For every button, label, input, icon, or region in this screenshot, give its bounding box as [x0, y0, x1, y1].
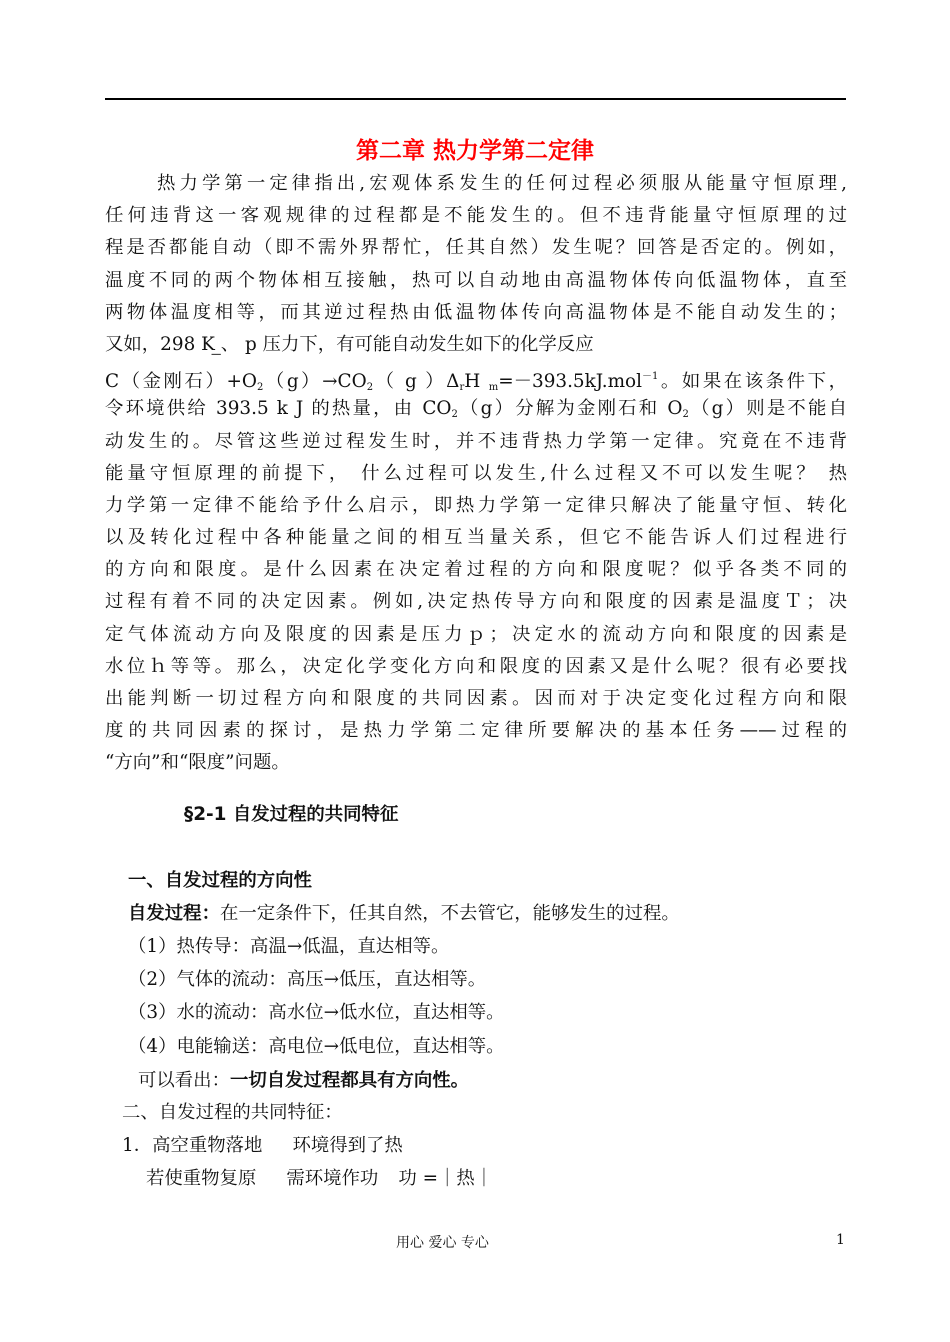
list-item: （1）热传导：高温→低温，直达相等。 [128, 936, 450, 957]
chapter-title: 第二章 热力学第二定律 [355, 138, 594, 164]
reaction-text: H [464, 371, 489, 393]
section-heading: §2-1 自发过程的共同特征 [184, 804, 399, 825]
intro-line: 又如，298 K ̲̲、 p 压力下，有可能自动发生如下的化学反应 [105, 333, 594, 355]
intro-line: 水位ｈ等等。那么，决定化学变化方向和限度的因素又是什么呢？很有必要找 [105, 655, 847, 677]
intro-line: 定气体流动方向及限度的因素是压力ｐ；决定水的流动方向和限度的因素是 [105, 623, 847, 645]
list-item: （4）电能输送：高电位→低电位，直达相等。 [128, 1036, 505, 1057]
intro-line: 过程有着不同的决定因素。例如,决定热传导方向和限度的因素是温度Ｔ；决 [105, 591, 847, 613]
part2-title: 二、自发过程的共同特征： [122, 1102, 343, 1123]
reaction-line [105, 361, 847, 393]
header-rule [105, 98, 846, 100]
part2-item-text: 需环境作功 [286, 1168, 379, 1189]
part2-item-text: 若使重物复原 [146, 1168, 257, 1189]
part2-item-line [122, 1131, 403, 1157]
subscript: 2 [366, 382, 374, 394]
superscript: －1 [641, 371, 659, 383]
conclusion-line [138, 1066, 469, 1092]
intro-text: （g）分解为金刚石和 O [457, 398, 683, 420]
intro-line: 出能判断一切过程方向和限度的共同因素。因而对于决定变化过程方向和限 [105, 688, 847, 709]
subscript: m [488, 382, 499, 394]
definition-line [128, 899, 680, 925]
list-item: （2）气体的流动：高压→低压，直达相等。 [128, 969, 487, 990]
intro-line: 的方向和限度。是什么因素在决定着过程的方向和限度呢？似乎各类不同的 [105, 559, 847, 581]
footer-motto: 用心 爱心 专心 [396, 1235, 489, 1251]
intro-line: 动发生的。尽管这些逆过程发生时，并不违背热力学第一定律。究竟在不违背 [105, 430, 847, 452]
definition-term: 自发过程： [128, 903, 220, 924]
intro-line: 以及转化过程中各种能量之间的相互当量关系，但它不能告诉人们过程进行 [105, 527, 847, 549]
definition-text: 在一定条件下，任其自然，不去管它，能够发生的过程。 [219, 903, 680, 924]
list-item: （3）水的流动：高水位→低水位，直达相等。 [128, 1002, 505, 1023]
reaction-text: （ g ）Δ [373, 371, 460, 393]
intro-line: 两物体温度相等，而其逆过程热由低温物体传向高温物体是不能自动发生的； [105, 301, 847, 323]
part2-item-text: 1．高空重物落地 [122, 1135, 263, 1156]
intro-line: 热力学第一定律指出,宏观体系发生的任何过程必须服从能量守恒原理, [157, 173, 847, 194]
intro-text: 令环境供给 393.5 k J 的热量，由 CO [105, 398, 452, 420]
conclusion-prefix: 可以看出： [138, 1070, 230, 1091]
subscript: 2 [451, 409, 458, 421]
reaction-text: 。如果在该条件下， [658, 371, 847, 393]
intro-line: 任何违背这一客观规律的过程都是不能发生的。但不违背能量守恒原理的过 [105, 205, 847, 227]
subscript: r [459, 382, 465, 394]
part2-item-line [146, 1164, 493, 1190]
intro-line [105, 393, 847, 425]
intro-line: 力学第一定律不能给予什么启示，即热力学第一定律只解决了能量守恒、转化 [105, 494, 847, 516]
page-number: 1 [836, 1232, 845, 1248]
intro-line: 程是否都能自动（即不需外界帮忙，任其自然）发生呢？回答是否定的。例如， [105, 237, 847, 259]
part2-item-text: 环境得到了热 [292, 1135, 403, 1156]
intro-line: 度的共同因素的探讨，是热力学第二定律所要解决的基本任务——过程的 [105, 720, 847, 742]
part2-item-text: 功 =｜热｜ [398, 1168, 494, 1189]
intro-line: “方向”和“限度”问题。 [105, 752, 290, 774]
intro-line: 温度不同的两个物体相互接触，热可以自动地由高温物体传向低温物体，直至 [105, 269, 847, 291]
intro-text: （g）则是不能自 [688, 398, 847, 420]
subscript: 2 [256, 382, 264, 394]
reaction-text: =－393.5kJ.mol [498, 371, 642, 393]
conclusion-bold: 一切自发过程都具有方向性。 [229, 1070, 470, 1091]
intro-line: 能量守恒原理的前提下， 什么过程可以发生,什么过程又不可以发生呢？ 热 [105, 462, 847, 484]
reaction-text: （g）→CO [263, 371, 367, 393]
reaction-text: C（金刚石）+O [105, 371, 257, 393]
subscript: 2 [682, 409, 689, 421]
part1-title: 一、自发过程的方向性 [128, 870, 312, 891]
intro-paragraph [105, 168, 847, 780]
